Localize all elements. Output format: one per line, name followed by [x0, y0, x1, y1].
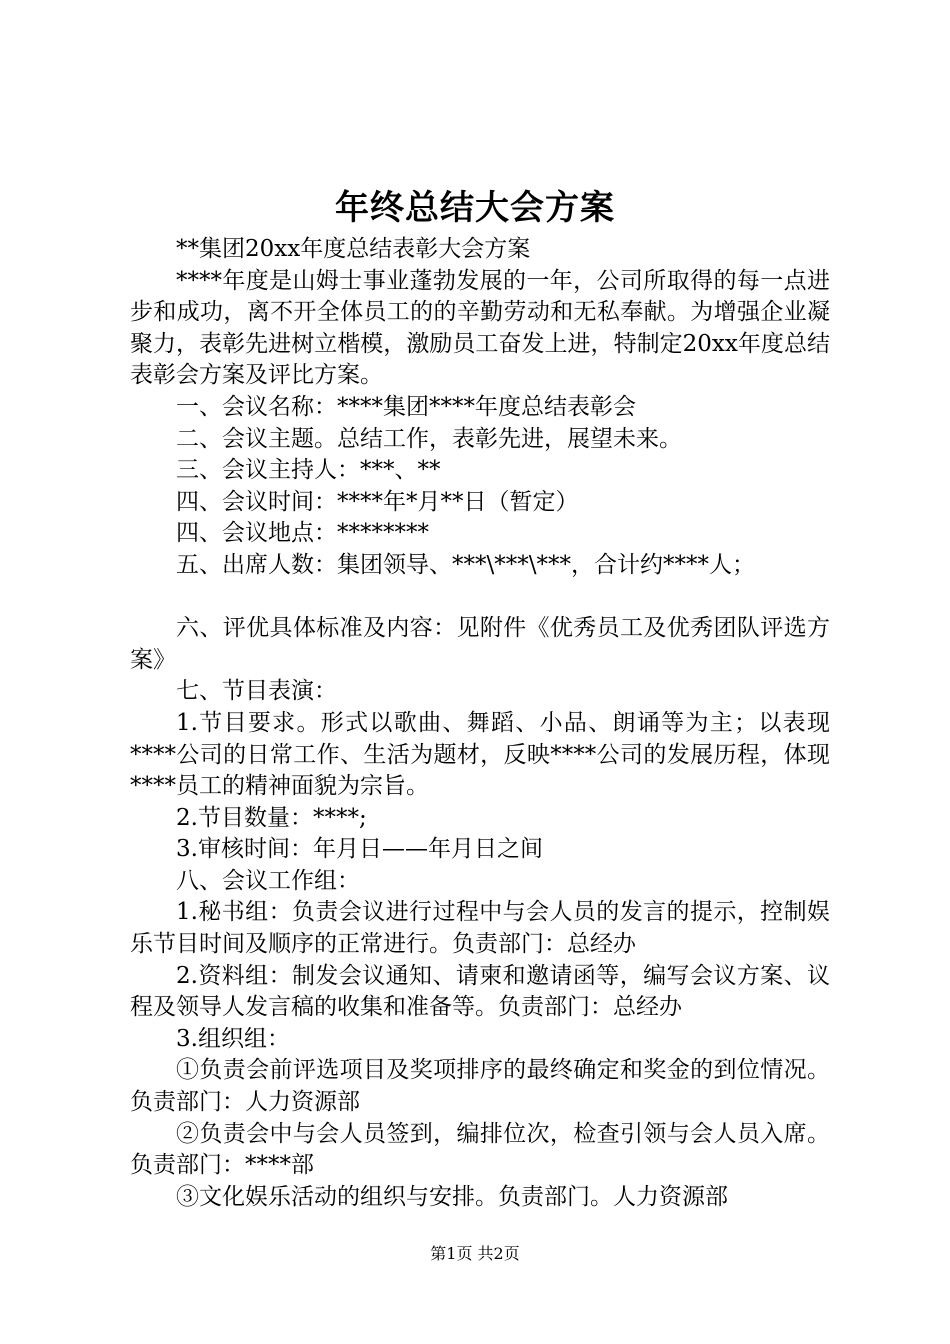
organization-task-3: ③文化娱乐活动的组织与安排。负责部门。人力资源部: [176, 1183, 728, 1210]
evaluation-criteria: 六、评优具体标准及内容：见附件《优秀员工及优秀团队评选方案》: [130, 615, 830, 673]
organization-task-1: ①负责会前评选项目及奖项排序的最终确定和奖金的到位情况。负责部门：人力资源部: [130, 1057, 830, 1116]
performance-count: 2.节目数量：****;: [176, 804, 367, 831]
meeting-theme: 二、会议主题。总结工作，表彰先进，展望未来。: [176, 425, 682, 452]
work-groups-heading: 八、会议工作组：: [176, 867, 360, 894]
secretary-group: 1.秘书组：负责会议进行过程中与会人员的发言的提示，控制娱乐节目时间及顺序的正常进行。负责部门：总经办: [130, 899, 830, 958]
performances-heading: 七、节目表演：: [176, 678, 337, 705]
meeting-time: 四、会议时间：****年*月**日（暂定）: [176, 488, 579, 515]
materials-group: 2.资料组：制发会议通知、请柬和邀请函等，编写会议方案、议程及领导人发言稿的收集和准备等。负责部门：总经办: [130, 962, 830, 1021]
document-body: [130, 234, 830, 1213]
meeting-location: 四、会议地点：********: [176, 520, 429, 547]
review-time: 3.审核时间：年月日——年月日之间: [176, 836, 543, 863]
meeting-host: 三、会议主持人：***、**: [176, 457, 441, 484]
blank-line: [130, 582, 830, 614]
performance-requirements: 1.节目要求。形式以歌曲、舞蹈、小品、朗诵等为主；以表现****公司的日常工作、生活为题材，反映****公司的发展历程，体现****员工的精神面貌为宗旨。: [130, 709, 830, 800]
page-footer: 第1页 共2页: [430, 1244, 520, 1263]
document-title: 年终总结大会方案: [335, 188, 615, 228]
attendance: 五、出席人数：集团领导、***\***\***，合计约****人；: [176, 551, 755, 578]
plan-heading: **集团20xx年度总结表彰大会方案: [176, 236, 531, 262]
organization-task-2: ②负责会中与会人员签到，编排位次，检查引领与会人员入席。负责部门：****部: [130, 1120, 830, 1179]
organization-group: 3.组织组：: [176, 1025, 290, 1052]
intro-paragraph: ****年度是山姆士事业蓬勃发展的一年，公司所取得的每一点进步和成功，离不开全体员工的的辛勤劳动和无私奉献。为增强企业凝聚力，表彰先进树立楷模，激励员工奋发上进，特制定20xx年度总结表彰会方案及评比方案。: [130, 267, 830, 389]
meeting-name: 一、会议名称：****集团****年度总结表彰会: [176, 393, 636, 420]
